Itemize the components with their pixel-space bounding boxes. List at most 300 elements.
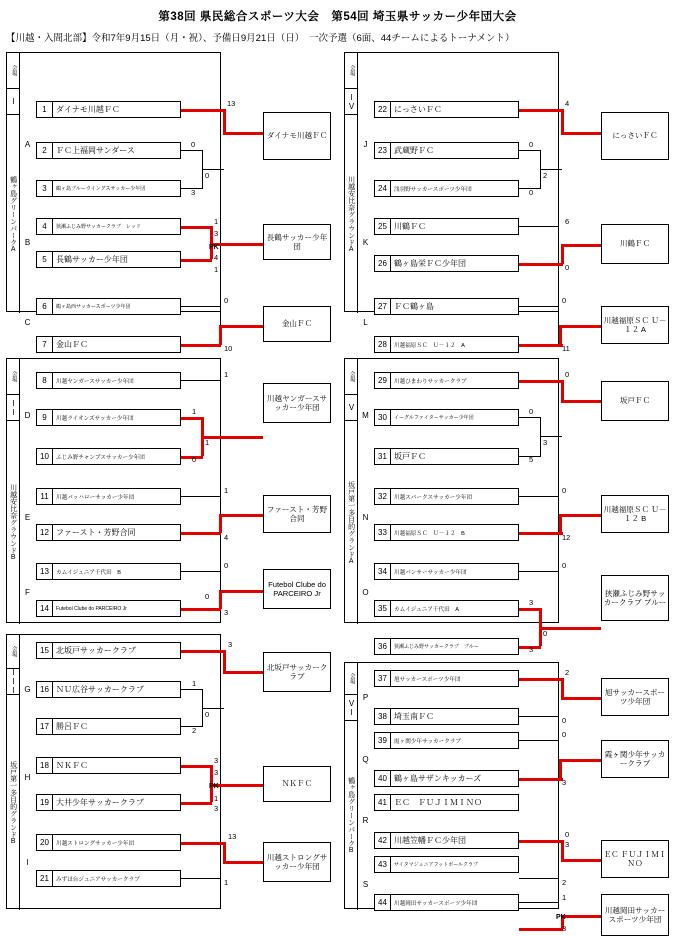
- group-label-b: B: [24, 238, 31, 247]
- team-row[interactable]: [36, 180, 181, 197]
- team-row[interactable]: [36, 372, 181, 389]
- score: 4: [224, 533, 229, 542]
- bracket-line: [561, 697, 601, 700]
- group-label-n: N: [362, 513, 369, 522]
- group-label-s: S: [362, 880, 369, 889]
- winner-box: [601, 575, 669, 621]
- team-number: 37: [375, 671, 391, 686]
- team-name: 川越笠幡ＦＣ少年団: [394, 836, 466, 845]
- team-name: 武蔵野ＦＣ: [394, 146, 434, 155]
- team-number: 38: [375, 709, 391, 724]
- bracket-line: [561, 859, 601, 862]
- team-row[interactable]: [374, 832, 519, 849]
- score: 3: [191, 188, 196, 197]
- winner-box: [263, 495, 331, 533]
- bracket-line: [223, 650, 226, 672]
- team-row[interactable]: [36, 757, 181, 774]
- score: 0: [205, 710, 210, 719]
- team-number: 23: [375, 143, 391, 158]
- bracket-line: [519, 840, 563, 843]
- team-name: カムイジュニア千代田 A: [394, 606, 460, 613]
- bracket-line: [181, 802, 212, 805]
- group-label-h: H: [24, 773, 31, 782]
- winner-name: 川越岡田サッカースポーツ少年団: [604, 905, 666, 924]
- venue-number-1: 会場: [7, 53, 20, 89]
- page-subtitle: 【川越・入間北部】令和7年9月15日（月・祝）、予備日9月21日（日） 一次予選（6面、44チームによるトーナメント）: [6, 33, 515, 44]
- team-name: ふじみ野チャンプスサッカー少年団: [56, 454, 145, 461]
- team-number: 22: [375, 102, 391, 117]
- team-row[interactable]: [374, 770, 519, 787]
- score: 0: [562, 486, 567, 495]
- venue-name-6: 鶴ヶ島グリーンパークB: [345, 721, 358, 910]
- bracket-line: [223, 842, 226, 862]
- score: 0: [224, 561, 229, 570]
- venue-roman-4: IV: [345, 89, 358, 115]
- bracket-line: [561, 244, 564, 264]
- team-name: 川越バッハローサッカー少年団: [56, 494, 135, 501]
- team-name: 鶴ヶ島栄ＦＣ少年団: [394, 259, 466, 268]
- winner-name: 霞ヶ関少年サッカークラブ: [604, 749, 666, 768]
- team-name: 川越福原ＳＣ Ｕ－１２ B: [394, 530, 465, 537]
- winner-box: [601, 224, 669, 264]
- score: 3: [214, 229, 219, 238]
- score: 4: [565, 99, 570, 108]
- winner-box: [263, 569, 331, 609]
- winner-name: 北坂戸サッカークラブ: [266, 662, 328, 681]
- bracket-line: [559, 514, 601, 517]
- bracket-line: [561, 380, 564, 402]
- pk-label: PK: [209, 244, 219, 251]
- score: 3: [562, 924, 567, 933]
- team-row[interactable]: [36, 409, 181, 426]
- group-label-m: M: [362, 411, 369, 420]
- winner-box: [601, 740, 669, 778]
- team-number: 36: [375, 639, 391, 654]
- score: 1: [214, 217, 219, 226]
- team-number: 3: [37, 181, 53, 196]
- bracket-line: [519, 608, 541, 611]
- team-name: 埼玉南ＦＣ: [394, 712, 434, 721]
- team-number: 31: [375, 449, 391, 464]
- team-row[interactable]: [374, 856, 519, 873]
- score: 0: [529, 140, 534, 149]
- bracket-line: [181, 496, 221, 497]
- winner-box: [263, 383, 331, 423]
- bracket-line: [561, 132, 601, 135]
- bracket-line: [519, 344, 563, 347]
- bracket-line: [519, 878, 559, 879]
- score: 2: [543, 171, 548, 180]
- bracket-line: [559, 325, 562, 345]
- bracket-line: [558, 571, 559, 608]
- team-row[interactable]: [374, 448, 519, 465]
- venue-name-3: 坂戸第一多目的グランドB: [7, 695, 20, 910]
- team-row[interactable]: [36, 834, 181, 851]
- winner-name: にっさいＦＣ: [612, 131, 658, 141]
- winner-name: ＥＣ ＦＵＪＩＭＩＮＯ: [603, 849, 667, 868]
- score: 0: [191, 140, 196, 149]
- bracket-line: [201, 436, 263, 439]
- winner-name: ファースト・芳野合同: [266, 504, 328, 523]
- bracket-line: [519, 150, 541, 151]
- bracket-line: [219, 325, 263, 328]
- venue-name-4: 川越安比奈グラウンドA: [345, 115, 358, 313]
- team-row[interactable]: [374, 524, 519, 541]
- winner-box: [263, 652, 331, 692]
- score: 3: [562, 778, 567, 787]
- bracket-line: [539, 627, 601, 630]
- team-name: 川越ライオンズサッカー少年団: [56, 415, 134, 422]
- winner-name: 旭サッカースポーツ少年団: [604, 687, 666, 706]
- bracket-line: [219, 590, 263, 593]
- team-name: 川越ひまわりサッカークラブ: [394, 378, 467, 385]
- team-row[interactable]: [36, 794, 181, 811]
- bracket-line: [519, 417, 541, 418]
- score: 0: [562, 716, 567, 725]
- winner-name: 川越福原ＳＣ Ｕ－１２ B: [603, 504, 667, 523]
- score: 0: [543, 629, 548, 638]
- venue-roman-2: II: [7, 395, 20, 421]
- score: 1: [205, 438, 210, 447]
- group-label-e: E: [24, 513, 31, 522]
- bracket-line: [519, 496, 559, 497]
- score: 1: [224, 878, 229, 887]
- bracket-line: [519, 778, 563, 781]
- score: 3: [214, 804, 219, 813]
- winner-name: 川越福原ＳＣ Ｕ－１２ A: [603, 315, 667, 334]
- bracket-line: [181, 689, 203, 690]
- team-row[interactable]: [36, 600, 181, 617]
- team-number: 1: [37, 102, 53, 117]
- bracket-line: [181, 878, 221, 879]
- score: 0: [205, 171, 210, 180]
- team-row[interactable]: [374, 708, 519, 725]
- team-number: 30: [375, 410, 391, 425]
- team-name: 坂戸ＦＣ: [394, 452, 426, 461]
- team-row[interactable]: [374, 180, 519, 197]
- team-name: 大井少年サッカークラブ: [56, 798, 144, 807]
- group-label-j: J: [363, 140, 368, 149]
- team-row[interactable]: [36, 524, 181, 541]
- team-name: 旭サッカースポーツ少年団: [394, 676, 461, 683]
- winner-box: [263, 842, 331, 882]
- team-row[interactable]: [36, 488, 181, 505]
- team-row[interactable]: [374, 732, 519, 749]
- team-number: 42: [375, 833, 391, 848]
- bracket-line: [519, 571, 559, 572]
- team-row[interactable]: [36, 642, 181, 659]
- team-number: 14: [37, 601, 53, 616]
- group-label-p: P: [362, 693, 369, 702]
- bracket-line: [559, 759, 562, 779]
- score: 6: [565, 217, 570, 226]
- team-name: 川越福原ＳＣ Ｕ－１２ A: [394, 342, 465, 349]
- team-number: 13: [37, 564, 53, 579]
- bracket-line: [223, 132, 263, 135]
- team-number: 20: [37, 835, 53, 850]
- bracket-line: [559, 514, 562, 533]
- venue-name-1: 鶴ヶ島グリーンパークA: [7, 115, 20, 313]
- team-number: 9: [37, 410, 53, 425]
- bracket-line: [181, 226, 212, 229]
- bracket-line: [519, 716, 559, 717]
- team-name: 川越パンサーサッカー少年団: [394, 569, 467, 576]
- venue-roman-6: VI: [345, 695, 358, 721]
- winner-box: [263, 766, 331, 802]
- bracket-line: [181, 306, 221, 307]
- score: 0: [224, 296, 229, 305]
- score: 1: [192, 407, 197, 416]
- score: 0: [192, 455, 197, 464]
- bracket-line: [561, 244, 601, 247]
- bracket-line: [181, 842, 225, 845]
- team-number: 18: [37, 758, 53, 773]
- winner-box: [263, 224, 331, 260]
- team-number: 43: [375, 857, 391, 872]
- winner-name: 川越ヤンガースサッカー少年団: [266, 393, 328, 412]
- score: 2: [562, 878, 567, 887]
- bracket-line: [223, 861, 263, 864]
- team-name: サイタマジュニアフットボールクラブ: [394, 862, 479, 868]
- team-name: みずほ台ジュニアサッカークラブ: [56, 876, 140, 883]
- team-name: イーグルファイターサッカー少年団: [394, 415, 474, 421]
- team-name: ＮＵ広谷サッカークラブ: [56, 685, 144, 694]
- bracket-line: [181, 380, 221, 381]
- team-row[interactable]: [374, 488, 519, 505]
- group-label-d: D: [24, 411, 31, 420]
- team-name: 鶴ヶ島西サッカースポーツ少年団: [56, 304, 131, 310]
- bracket-line: [181, 109, 225, 112]
- score: 1: [224, 370, 229, 379]
- score: 3: [529, 645, 534, 654]
- bracket-line: [519, 109, 563, 112]
- team-number: 25: [375, 219, 391, 234]
- team-name: 川越ストロングサッカー少年団: [56, 840, 135, 847]
- group-label-f: F: [25, 588, 30, 597]
- winner-box: [263, 112, 331, 160]
- winner-box: [601, 306, 669, 344]
- team-number: 40: [375, 771, 391, 786]
- score: 12: [562, 533, 571, 542]
- winner-box: [601, 381, 669, 421]
- group-label-c: C: [24, 318, 31, 327]
- venue-number-5: 会場: [345, 359, 358, 395]
- bracket-line: [519, 226, 559, 227]
- score: 1: [192, 679, 197, 688]
- score: 0: [562, 561, 567, 570]
- bracket-line: [561, 400, 601, 403]
- group-label-g: G: [24, 685, 31, 694]
- bracket-line: [181, 532, 221, 535]
- score: 3: [543, 438, 548, 447]
- team-row[interactable]: [374, 101, 519, 118]
- team-name: 北坂戸サッカークラブ: [56, 646, 136, 655]
- bracket-line: [181, 417, 203, 420]
- team-row[interactable]: [374, 563, 519, 580]
- bracket-line: [561, 915, 603, 918]
- score: 3: [214, 768, 219, 777]
- team-name: 川越ヤンガースサッカー少年団: [56, 378, 134, 385]
- team-row[interactable]: [374, 298, 519, 315]
- team-row[interactable]: [374, 670, 519, 687]
- team-number: 41: [375, 795, 391, 810]
- team-number: 8: [37, 373, 53, 388]
- team-name: 狭瀬ふじみ野サッカークラブ ブルー: [394, 644, 479, 650]
- score: 2: [565, 668, 570, 677]
- team-row[interactable]: [374, 638, 519, 655]
- score: 3: [565, 840, 570, 849]
- team-row[interactable]: [374, 255, 519, 272]
- group-label-q: Q: [362, 755, 369, 764]
- winner-box: [601, 112, 669, 160]
- team-row[interactable]: [36, 251, 181, 268]
- team-row[interactable]: [374, 372, 519, 389]
- bracket-line: [519, 306, 559, 307]
- team-name: ＮＫＦＣ: [56, 761, 88, 770]
- team-name: 勝呂ＦＣ: [56, 722, 88, 731]
- team-row[interactable]: [36, 563, 181, 580]
- group-label-r: R: [362, 816, 369, 825]
- bracket-line: [181, 608, 221, 611]
- team-row[interactable]: [36, 142, 181, 159]
- bracket-line: [519, 928, 563, 931]
- venue-roman-3: III: [9, 668, 18, 695]
- team-name: ＦＣ鶴ヶ島: [394, 302, 434, 311]
- team-row[interactable]: [374, 218, 519, 235]
- score: 0: [565, 370, 570, 379]
- winner-name: 川鶴ＦＣ: [619, 239, 651, 249]
- bracket-line: [519, 263, 563, 266]
- team-number: 15: [37, 643, 53, 658]
- winner-name: ＮＫＦＣ: [281, 779, 313, 789]
- team-name: カムイジュニア千代田 B: [56, 569, 122, 576]
- score: 0: [562, 730, 567, 739]
- winner-name: 金山ＦＣ: [281, 319, 313, 329]
- team-row[interactable]: [36, 101, 181, 118]
- score: 1: [224, 486, 229, 495]
- score: 13: [228, 832, 237, 841]
- group-label-k: K: [362, 238, 369, 247]
- team-name: Futebol Clube do PARCEIRO Jr: [56, 605, 127, 612]
- bracket-line: [181, 571, 221, 572]
- team-number: 11: [37, 489, 53, 504]
- winner-name: 狭瀬ふじみ野サッカークラブ ブルー: [603, 588, 667, 607]
- bracket-line: [519, 678, 563, 681]
- bracket-line: [181, 259, 212, 262]
- team-row[interactable]: [374, 142, 519, 159]
- team-number: 33: [375, 525, 391, 540]
- team-number: 26: [375, 256, 391, 271]
- winner-name: Futebol Clube do PARCEIRO Jr: [268, 579, 326, 598]
- score: 1: [562, 893, 567, 902]
- team-row[interactable]: [374, 409, 519, 426]
- winner-box: [601, 678, 669, 716]
- team-row[interactable]: [36, 681, 181, 698]
- bracket-line: [181, 150, 203, 151]
- team-name: ＦＣ上福岡サンダース: [56, 146, 135, 155]
- score: 3: [214, 756, 219, 765]
- score: 3: [228, 640, 233, 649]
- pk-label: PK: [209, 783, 219, 790]
- team-number: 34: [375, 564, 391, 579]
- team-name: にっさいＦＣ: [394, 105, 442, 114]
- bracket-line: [220, 380, 221, 418]
- team-row[interactable]: [374, 600, 519, 617]
- team-number: 21: [37, 871, 53, 886]
- team-number: 5: [37, 252, 53, 267]
- venue-number-6: 会場: [345, 663, 358, 695]
- team-name: 川越岡田サッカースポーツ少年団: [394, 900, 478, 907]
- team-number: 29: [375, 373, 391, 388]
- bracket-line: [219, 325, 222, 345]
- team-name: 川越スパークスサッカー少年団: [394, 494, 473, 501]
- team-number: 24: [375, 181, 391, 196]
- bracket-line: [219, 590, 222, 609]
- team-name: ＥＣ ＦＵＪＩＭＩＮＯ: [394, 798, 482, 807]
- score: 1: [214, 265, 219, 274]
- winner-name: 川越ストロングサッカー少年団: [266, 852, 328, 871]
- team-row[interactable]: [36, 336, 181, 353]
- team-row[interactable]: [36, 448, 181, 465]
- score: 0: [529, 407, 534, 416]
- score: 0: [565, 263, 570, 272]
- team-row[interactable]: [36, 218, 181, 235]
- team-name: 鶴ヶ島ブルーウイングスサッカー少年団: [56, 186, 146, 192]
- winner-box: [601, 840, 669, 878]
- winner-name: 長鶴サッカー少年団: [266, 232, 328, 251]
- score: 0: [565, 830, 570, 839]
- bracket-line: [561, 109, 564, 133]
- bracket-line: [219, 514, 222, 533]
- team-number: 35: [375, 601, 391, 616]
- team-name: 川鶴ＦＣ: [394, 222, 426, 231]
- score: 0: [562, 296, 567, 305]
- group-label-o: O: [362, 588, 369, 597]
- team-number: 19: [37, 795, 53, 810]
- winner-name: ダイナモ川越ＦＣ: [266, 131, 328, 141]
- venue-name-5: 坂戸第一多目的グランドA: [345, 421, 358, 624]
- group-label-l: L: [363, 318, 368, 327]
- tournament-bracket: [0, 48, 675, 933]
- team-row[interactable]: [36, 718, 181, 735]
- team-row[interactable]: [36, 870, 181, 887]
- team-name: ファースト・芳野合同: [56, 528, 136, 537]
- venue-roman-5: V: [345, 395, 358, 421]
- team-number: 39: [375, 733, 391, 748]
- team-name: 狭瀬ふじみ野サッカークラブ レッド: [56, 224, 141, 230]
- bracket-line: [181, 765, 212, 768]
- bracket-line: [559, 759, 601, 762]
- winner-box: [263, 306, 331, 342]
- team-row[interactable]: [374, 794, 519, 811]
- group-label-a: A: [24, 140, 31, 149]
- score: 3: [529, 598, 534, 607]
- score: 13: [227, 99, 236, 108]
- team-number: 7: [37, 337, 53, 352]
- winner-box: [601, 495, 669, 533]
- team-row[interactable]: [374, 894, 519, 911]
- bracket-line: [223, 671, 263, 674]
- team-row[interactable]: [36, 298, 181, 315]
- team-number: 2: [37, 143, 53, 158]
- winner-name: 坂戸ＦＣ: [619, 396, 651, 406]
- team-number: 27: [375, 299, 391, 314]
- winner-box: [601, 894, 669, 936]
- bracket-line: [181, 650, 225, 653]
- venue-number-3: 会場: [7, 635, 20, 669]
- team-number: 44: [375, 895, 391, 910]
- team-row[interactable]: [374, 336, 519, 353]
